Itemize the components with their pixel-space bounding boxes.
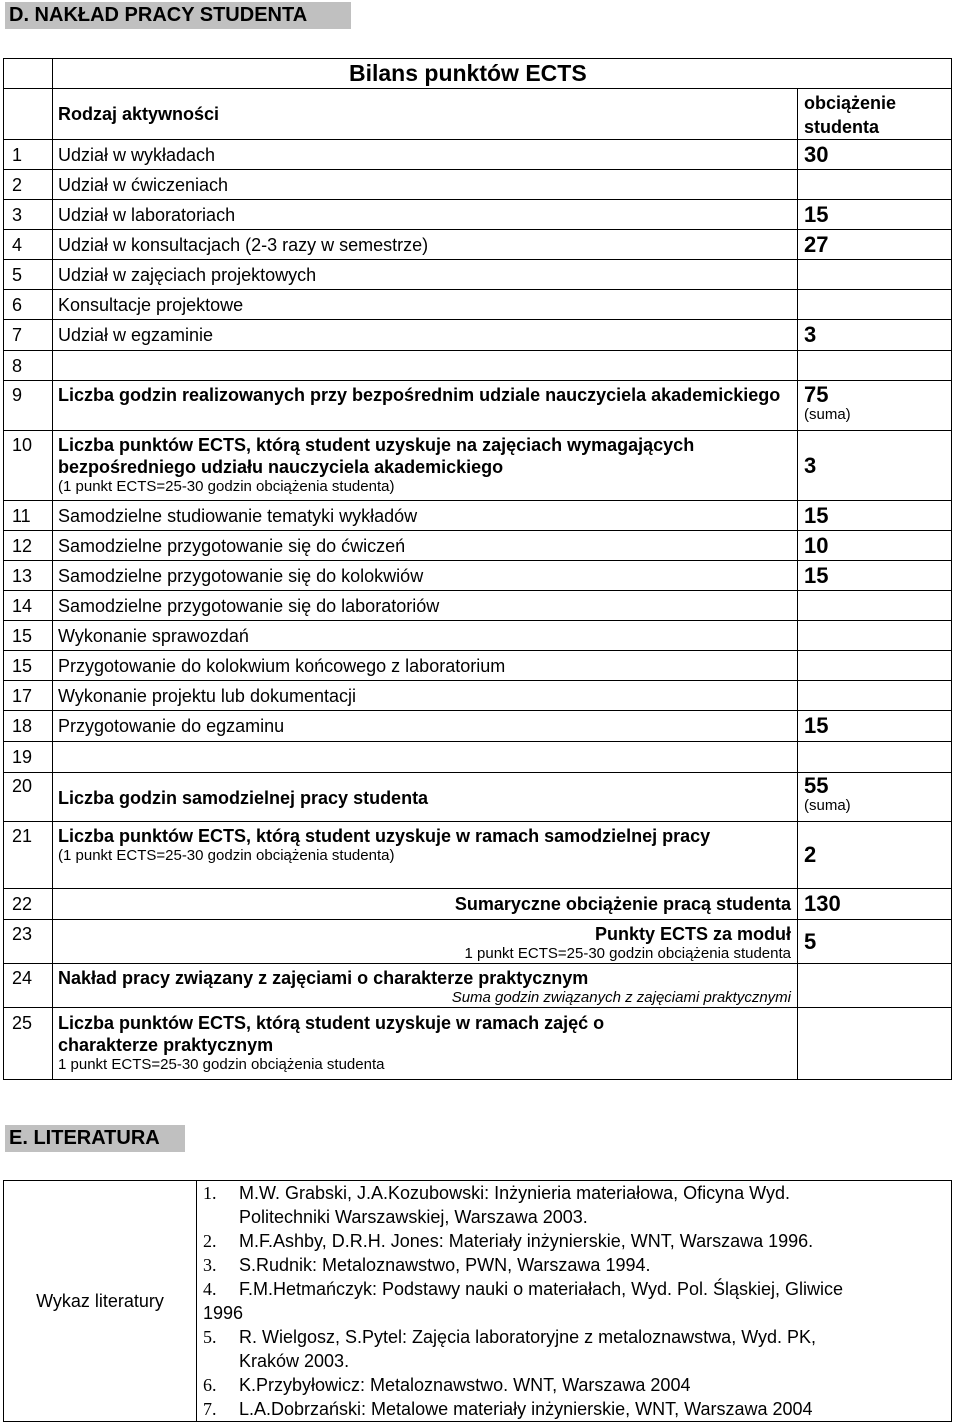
row-value: 15 <box>798 200 952 230</box>
row-value: 15 <box>798 501 952 531</box>
total-load-label: Sumaryczne obciążenie pracą studenta <box>53 889 798 920</box>
row-number: 12 <box>4 531 53 561</box>
row-label: Liczba godzin realizowanych przy bezpośrednim udziale nauczyciela akademickiego <box>53 381 798 431</box>
row-number: 15 <box>4 651 53 681</box>
row-number: 11 <box>4 501 53 531</box>
row-value: 27 <box>798 230 952 260</box>
total-load-value: 130 <box>798 889 952 920</box>
row-number: 23 <box>4 920 53 964</box>
list-item: 5. R. Wielgosz, S.Pytel: Zajęcia laboratoryjne z metaloznawstwa, Wyd. PK, Kraków 2003. <box>203 1327 817 1371</box>
list-item: 4. F.M.Hetmańczyk: Podstawy nauki o materiałach, Wyd. Pol. Śląskiej, Gliwice 1996 <box>203 1279 844 1323</box>
literature-table <box>3 1180 952 1422</box>
row-label: Samodzielne przygotowanie się do kolokwiów <box>53 561 798 591</box>
section-e-heading: E. LITERATURA <box>5 1125 185 1152</box>
row-label: Przygotowanie do kolokwium końcowego z laboratorium <box>53 651 798 681</box>
row-value <box>798 260 952 290</box>
row-number: 6 <box>4 290 53 320</box>
row-value <box>798 773 952 822</box>
row-number: 8 <box>4 351 53 381</box>
practical-ects-label: Liczba punktów ECTS, którą student uzyskuje w ramach zajęć o charakterze praktycznym 1 punkt ECTS=25-30 godzin obciążenia studenta <box>53 1008 798 1080</box>
header-activity: Rodzaj aktywności <box>53 89 798 140</box>
row-number: 17 <box>4 681 53 711</box>
row-label: Udział w ćwiczeniach <box>53 170 798 200</box>
row-value <box>798 964 952 1008</box>
row-label: Samodzielne studiowanie tematyki wykładów <box>53 501 798 531</box>
row-value: 3 <box>798 431 952 501</box>
row-label: Udział w wykładach <box>53 140 798 170</box>
row-number: 3 <box>4 200 53 230</box>
header-student-load: obciążenie studenta <box>798 89 952 140</box>
practical-load-label: Nakład pracy związany z zajęciami o charakterze praktycznym Suma godzin związanych z zajęciami praktycznymi <box>53 964 798 1008</box>
row-value <box>798 681 952 711</box>
module-ects-value: 5 <box>798 920 952 964</box>
row-value <box>798 290 952 320</box>
sum-note: (suma) <box>804 406 851 423</box>
list-item: 3. S.Rudnik: Metaloznawstwo, PWN, Warszawa 1994. <box>203 1255 651 1275</box>
row-number: 1 <box>4 140 53 170</box>
row-number: 2 <box>4 170 53 200</box>
row-label: Wykonanie sprawozdań <box>53 621 798 651</box>
list-item: 2. M.F.Ashby, D.R.H. Jones: Materiały inżynierskie, WNT, Warszawa 1996. <box>203 1231 814 1251</box>
row-label: Samodzielne przygotowanie się do ćwiczeń <box>53 531 798 561</box>
row-number: 10 <box>4 431 53 501</box>
row-number: 19 <box>4 742 53 773</box>
ects-title: Bilans punktów ECTS <box>53 59 952 89</box>
row-label <box>53 742 798 773</box>
row-number: 22 <box>4 889 53 920</box>
list-item: 7. L.A.Dobrzański: Metalowe materiały inżynierskie, WNT, Warszawa 2004 <box>203 1399 813 1419</box>
row-value <box>798 170 952 200</box>
row-number: 9 <box>4 381 53 431</box>
row-value: 3 <box>798 320 952 351</box>
literature-list <box>197 1181 952 1422</box>
row-number: 4 <box>4 230 53 260</box>
self-study-sum-value: 55 <box>804 773 829 798</box>
section-d-heading: D. NAKŁAD PRACY STUDENTA <box>5 2 351 29</box>
row-value: 15 <box>798 561 952 591</box>
row-label: Liczba punktów ECTS, którą student uzyskuje na zajęciach wymagających bezpośredniego udziału nauczyciela akademickiego (1 punkt ECTS=25-30 godzin obciążenia studenta) <box>53 431 798 501</box>
row-value <box>798 381 952 431</box>
row-number: 13 <box>4 561 53 591</box>
row-value <box>798 742 952 773</box>
row-number: 18 <box>4 711 53 742</box>
row-value: 15 <box>798 711 952 742</box>
row-number: 25 <box>4 1008 53 1080</box>
module-ects-label: Punkty ECTS za moduł 1 punkt ECTS=25-30 godzin obciążenia studenta <box>53 920 798 964</box>
row-label: Konsultacje projektowe <box>53 290 798 320</box>
row-number: 7 <box>4 320 53 351</box>
ects-title-spacer <box>4 59 53 89</box>
row-label: Liczba punktów ECTS, którą student uzyskuje w ramach samodzielnej pracy (1 punkt ECTS=25-30 godzin obciążenia studenta) <box>53 822 798 889</box>
row-value: 30 <box>798 140 952 170</box>
row-label: Wykonanie projektu lub dokumentacji <box>53 681 798 711</box>
row-number: 15 <box>4 621 53 651</box>
row-number: 21 <box>4 822 53 889</box>
literature-label: Wykaz literatury <box>4 1181 197 1422</box>
row-label: Samodzielne przygotowanie się do laboratoriów <box>53 591 798 621</box>
hours-sum-value: 75 <box>804 382 829 407</box>
row-number: 20 <box>4 773 53 822</box>
row-value: 10 <box>798 531 952 561</box>
row-number: 24 <box>4 964 53 1008</box>
row-number: 14 <box>4 591 53 621</box>
ects-table <box>3 58 952 1080</box>
list-item: 6. K.Przybyłowicz: Metaloznawstwo. WNT, Warszawa 2004 <box>203 1375 691 1395</box>
row-label: Udział w laboratoriach <box>53 200 798 230</box>
row-value <box>798 621 952 651</box>
row-value: 2 <box>798 822 952 889</box>
row-label <box>53 351 798 381</box>
row-value <box>798 591 952 621</box>
row-number: 5 <box>4 260 53 290</box>
row-label: Liczba godzin samodzielnej pracy studenta <box>53 773 798 822</box>
row-label: Udział w konsultacjach (2-3 razy w semestrze) <box>53 230 798 260</box>
row-value <box>798 651 952 681</box>
list-item: 1. M.W. Grabski, J.A.Kozubowski: Inżynieria materiałowa, Oficyna Wyd. Politechniki Warszawskiej, Warszawa 2003. <box>203 1183 791 1227</box>
row-label: Udział w zajęciach projektowych <box>53 260 798 290</box>
sum-note: (suma) <box>804 797 851 814</box>
row-value <box>798 351 952 381</box>
row-value <box>798 1008 952 1080</box>
row-label: Przygotowanie do egzaminu <box>53 711 798 742</box>
row-label: Udział w egzaminie <box>53 320 798 351</box>
